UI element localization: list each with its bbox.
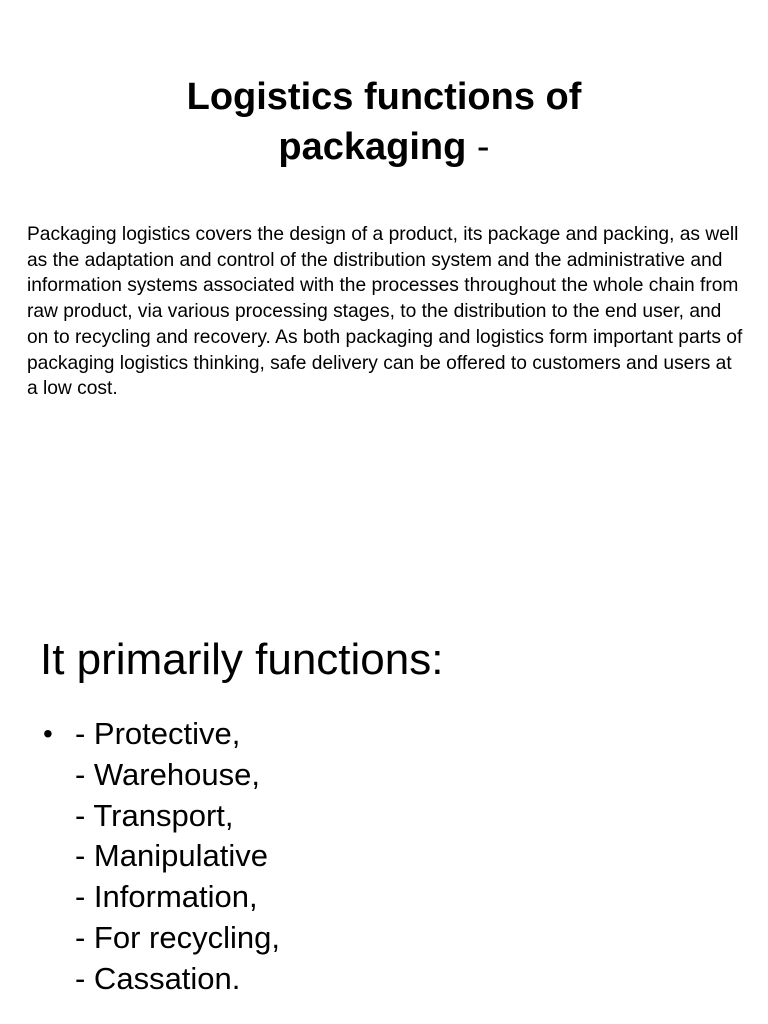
list-item-cassation: - Cassation. — [75, 960, 241, 996]
list-item-manipulative: - Manipulative — [75, 838, 268, 874]
functions-list — [43, 714, 280, 1000]
list-item-protective: - Protective, — [75, 716, 241, 751]
title-line-1: Logistics functions of — [186, 76, 582, 118]
functions-list-items — [75, 714, 280, 1000]
title-line-2: packaging — [278, 126, 467, 168]
bullet-icon: • — [43, 718, 53, 749]
section-heading: It primarily functions: — [40, 635, 444, 684]
list-item-warehouse: - Warehouse, — [75, 756, 260, 792]
list-item-information: - Information, — [75, 879, 258, 915]
title-suffix: - — [466, 126, 490, 168]
page-title — [0, 72, 768, 172]
intro-paragraph: Packaging logistics covers the design of a product, its package and packing, as well as the adaptation and control of the distribution system and the administrative and information systems associated with the processes throughout the whole chain from raw product, via various processing stages, to the distribution to the end user, and on to recycling and recovery. As both packaging and logistics form important parts of packaging logistics thinking, safe delivery can be offered to customers and users at a low cost. — [27, 224, 743, 400]
list-item-transport: - Transport, — [75, 797, 234, 833]
list-item-recycling: - For recycling, — [75, 919, 280, 955]
